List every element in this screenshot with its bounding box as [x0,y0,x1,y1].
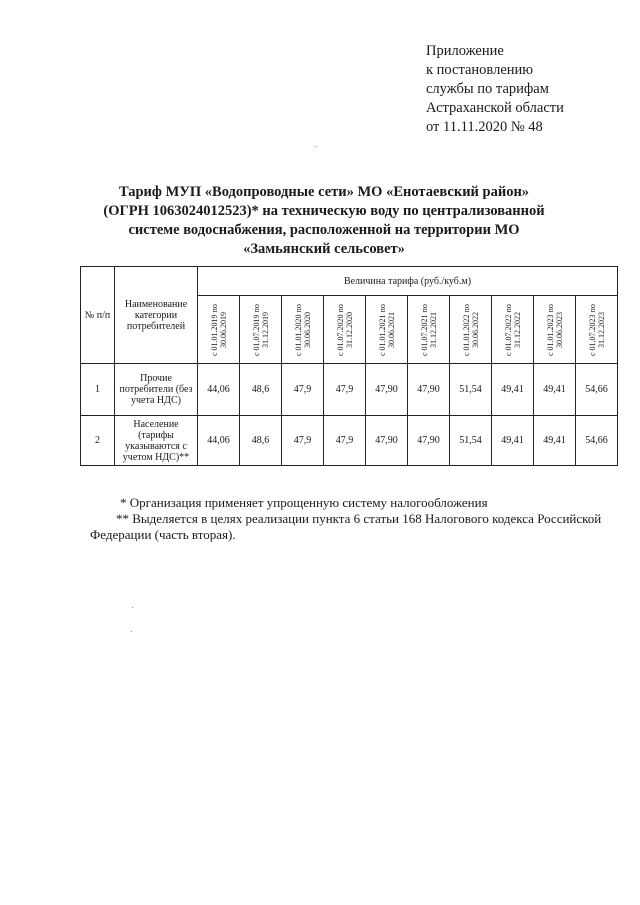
period-label: с 01.07.2019 по 31.12.2019 [251,303,270,356]
period-label: с 01.07.2022 по 31.12.2022 [503,303,522,356]
tariff-value: 54,66 [576,416,618,466]
appendix-block [426,42,564,137]
tariff-value: 44,06 [198,416,240,466]
period-label: с 01.07.2021 по 31.12.2021 [419,303,438,356]
appendix-line: Приложение [426,43,504,59]
scan-speck [132,607,133,608]
appendix-line: к постановлению [426,62,534,78]
tariff-value: 49,41 [534,364,576,416]
tariff-value: 47,90 [408,416,450,466]
tariff-table [80,266,618,466]
period-header [240,296,282,364]
tariff-value: 54,66 [576,364,618,416]
tariff-value: 47,90 [408,364,450,416]
table-header-row [81,267,618,296]
row-number: 2 [81,416,115,466]
row-category [115,416,198,466]
footnote-vat: ** Выделяется в целях реализации пункта 6 статьи 168 Налогового кодекса Российской [116,511,602,526]
tariff-value: 49,41 [492,364,534,416]
header-category-label: Наименование категории потребителей [124,298,188,332]
period-label: с 01.01.2022 по 30.06.2022 [461,303,480,356]
tariff-value: 48,6 [240,416,282,466]
footnote-simplified-tax: * Организация применяет упрощенную систему налогообложения [120,495,488,510]
tariff-value: 47,9 [324,416,366,466]
row-category [115,364,198,416]
footnote-vat-continued: Федерации (часть вторая). [90,527,236,542]
tariff-value: 47,9 [324,364,366,416]
period-header [198,296,240,364]
period-label: с 01.01.2019 по 30.06.2019 [209,303,228,356]
scan-speck [315,146,316,147]
period-label: с 01.07.2023 по 31.12.2023 [587,303,606,356]
period-label: с 01.01.2020 по 30.06.2020 [293,303,312,356]
scan-speck [131,631,132,632]
appendix-line: Астраханской области [426,100,564,116]
period-label: с 01.07.2020 по 31.12.2020 [335,303,354,356]
tariff-value: 47,9 [282,416,324,466]
period-header [408,296,450,364]
appendix-line: от 11.11.2020 № 48 [426,119,543,135]
tariff-value: 47,90 [366,364,408,416]
period-header [576,296,618,364]
tariff-value: 51,54 [450,364,492,416]
row-number: 1 [81,364,115,416]
tariff-value: 44,06 [198,364,240,416]
period-header [324,296,366,364]
period-header [492,296,534,364]
tariff-value: 49,41 [534,416,576,466]
header-tariff: Величина тарифа (руб./куб.м) [198,267,618,296]
period-header [282,296,324,364]
header-number: № п/п [81,267,115,364]
period-label: с 01.01.2023 по 30.06.2023 [545,303,564,356]
table-row [81,416,618,466]
document-title: Тариф МУП «Водопроводные сети» МО «Енотаевский район» (ОГРН 1063024012523)* на техническую воду по централизованной системе водоснабжения, расположенной на территории МО «Замьянский сельсовет» [103,184,545,257]
period-header [450,296,492,364]
table-row [81,364,618,416]
period-header [534,296,576,364]
appendix-line: службы по тарифам [426,81,549,97]
tariff-value: 51,54 [450,416,492,466]
row-category-label: Население (тарифы указываются с учетом НДС)** [122,418,190,463]
tariff-value: 49,41 [492,416,534,466]
tariff-value: 47,90 [366,416,408,466]
tariff-value: 47,9 [282,364,324,416]
footnotes [90,495,610,543]
period-header [366,296,408,364]
period-label: с 01.01.2021 по 30.06.2021 [377,303,396,356]
row-category-label: Прочие потребители (без учета НДС) [119,373,193,406]
tariff-value: 48,6 [240,364,282,416]
header-category [115,267,198,364]
